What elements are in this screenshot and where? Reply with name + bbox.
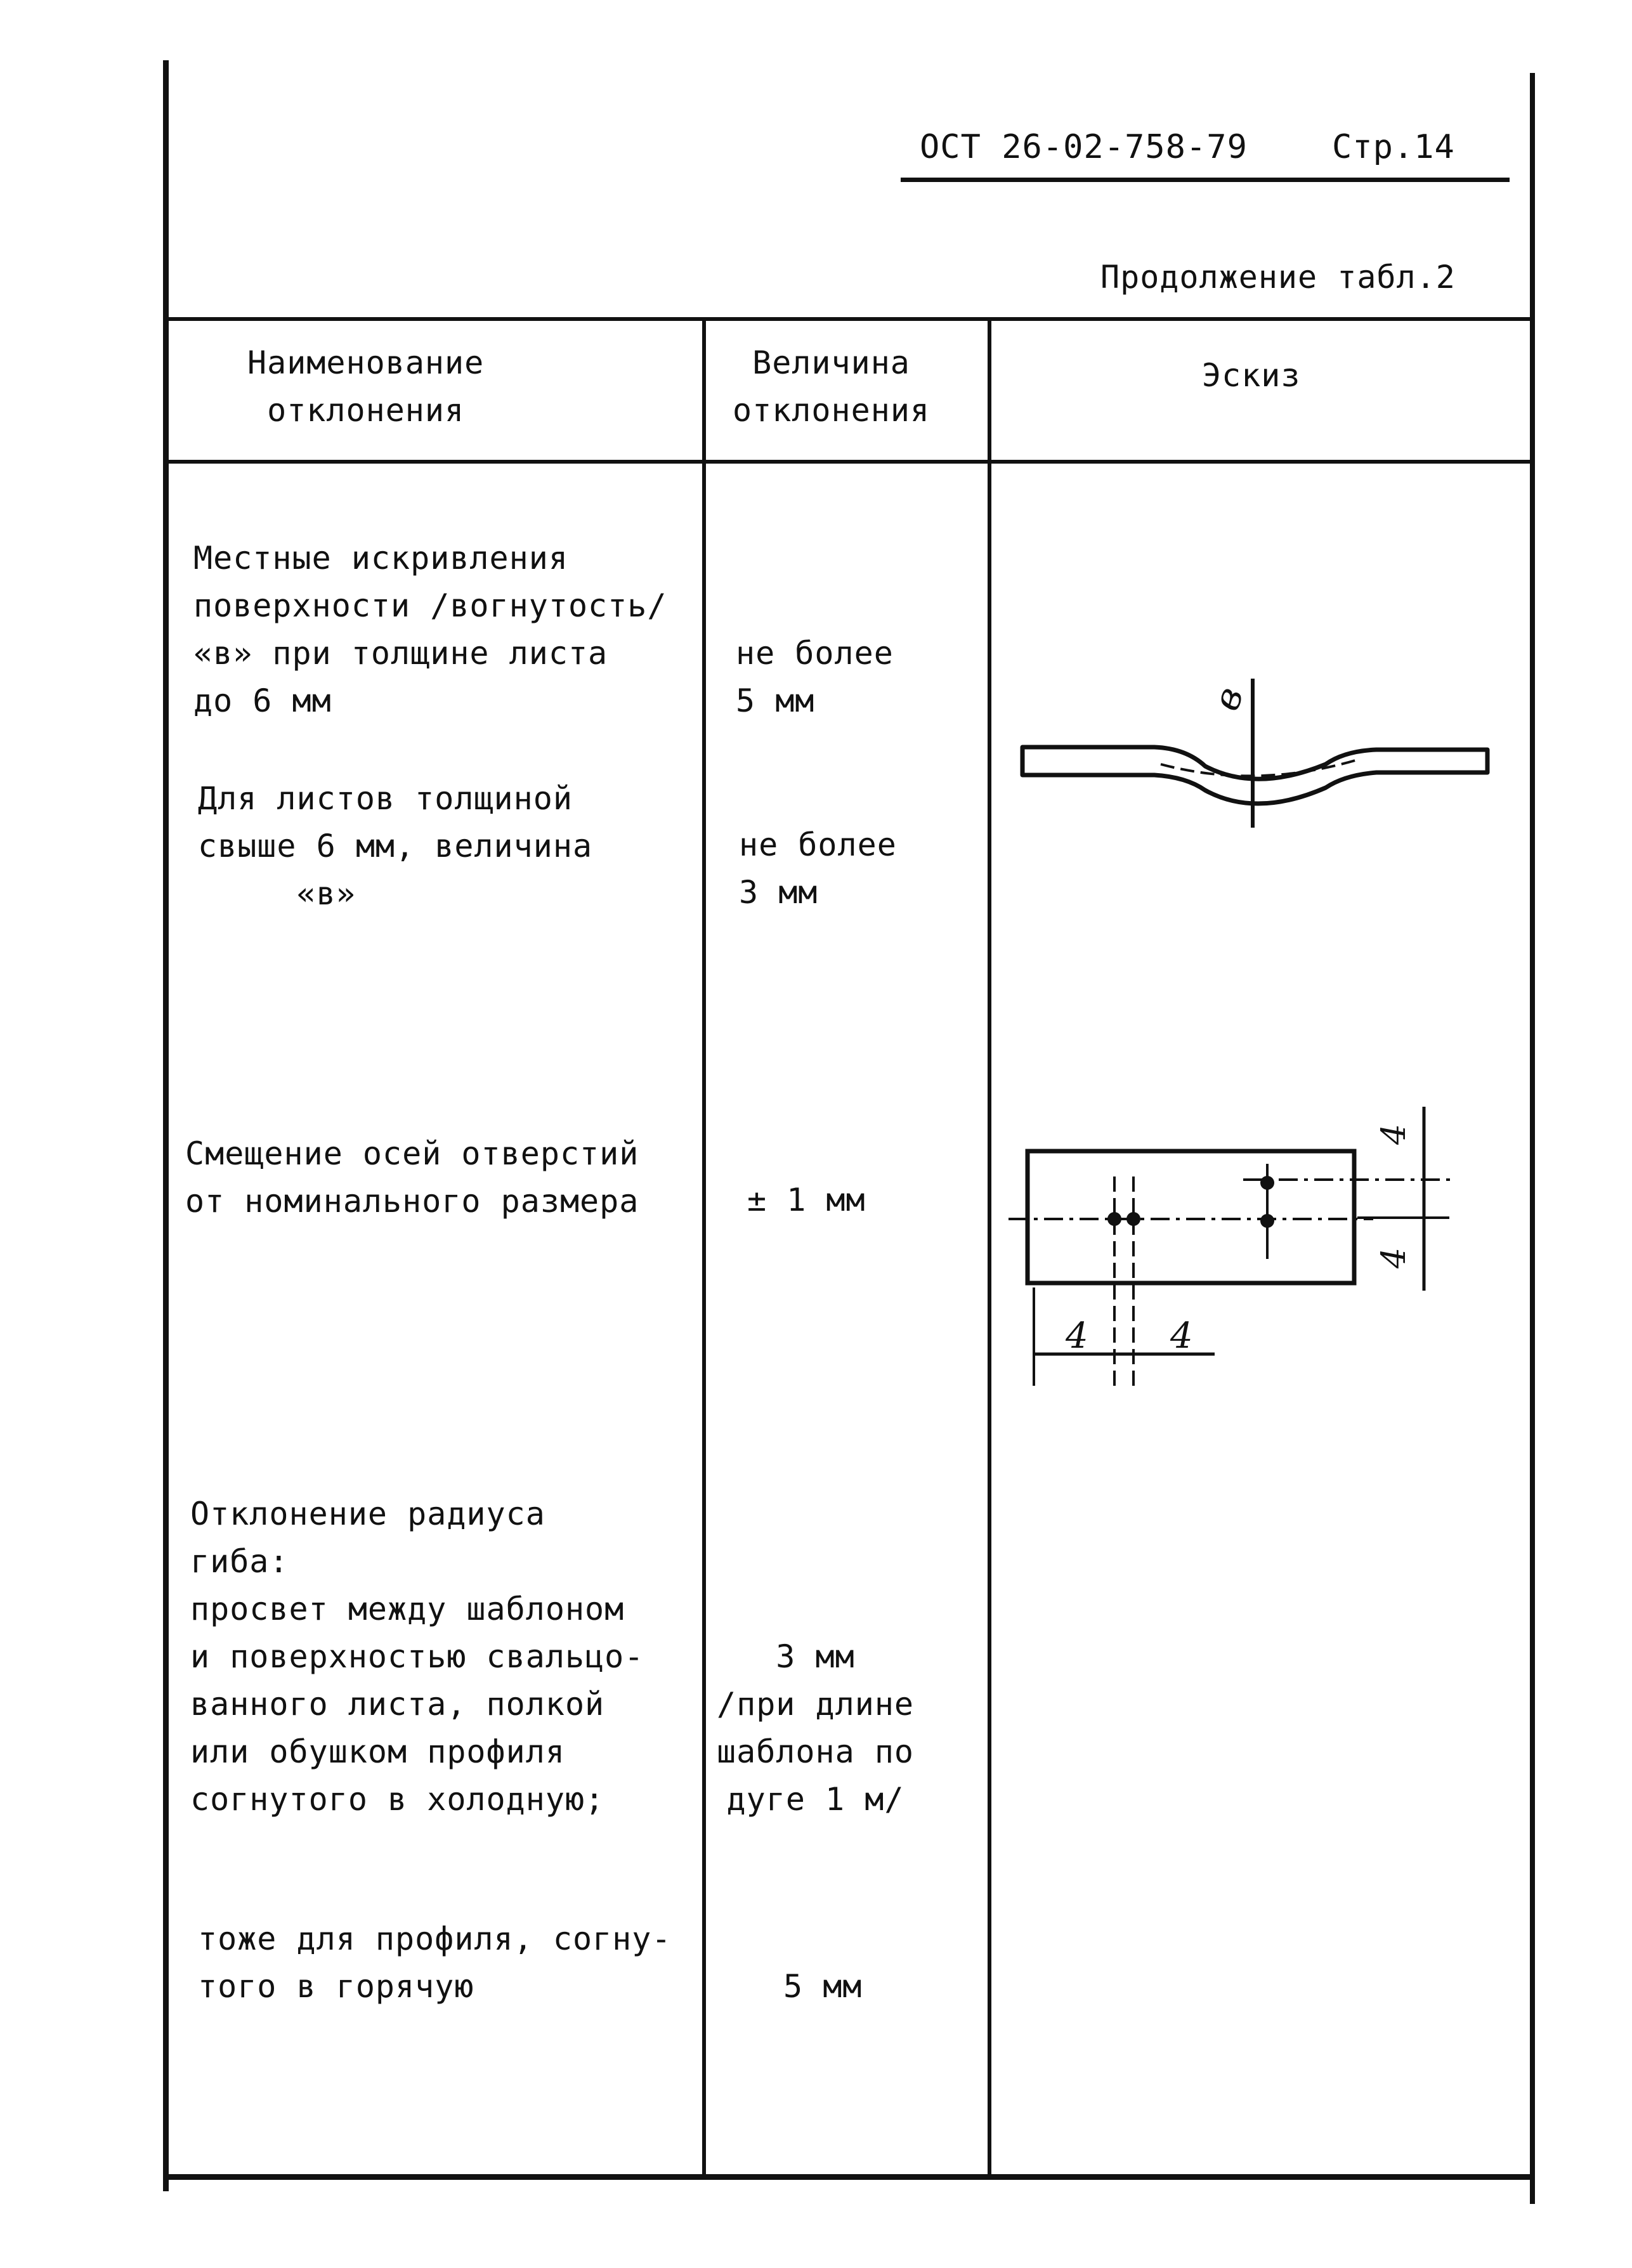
page-number: Стр.14	[1332, 128, 1455, 166]
offset-label-top: 4	[1375, 1123, 1413, 1145]
frame-right-border	[1530, 73, 1535, 2204]
offset-label-right: 4	[1170, 1315, 1193, 1357]
hole-left-2	[1126, 1212, 1140, 1226]
concavity-label: в	[1204, 681, 1252, 717]
row-value-local-curvature: не более 5 мм	[736, 635, 894, 719]
hole-left-1	[1107, 1212, 1121, 1226]
column-divider-1	[702, 317, 706, 2175]
sheet-midline	[1161, 760, 1357, 776]
hole-right-1	[1260, 1176, 1274, 1190]
frame-left-border	[163, 60, 169, 2191]
row-name-thick-sheets: Для листов толщиной свыше 6 мм, величина «в»	[198, 780, 593, 912]
hole-right-2	[1260, 1214, 1274, 1228]
frame-bottom-border	[163, 2174, 1535, 2180]
column-divider-2	[988, 317, 991, 2175]
row-value-hot-bent-profile: 5 мм	[783, 1968, 863, 2005]
row-value-hole-axis-offset: ± 1 мм	[747, 1182, 866, 1218]
table-top-border	[163, 317, 1535, 321]
table-continuation-label: Продолжение табл.2	[1100, 259, 1456, 296]
row-value-bend-radius: 3 мм /при длине шаблона по дуге 1 м/	[717, 1638, 915, 1818]
document-code: ОСТ 26-02-758-79	[920, 128, 1248, 166]
offset-label-left: 4	[1066, 1315, 1088, 1357]
header-underline	[901, 178, 1510, 182]
sheet-outline-top	[1022, 747, 1487, 804]
table-header-bottom-border	[163, 460, 1535, 464]
row-name-bend-radius: Отклонение радиуса гиба: просвет между шаблоном и поверхностью свальцо- ванного листа, полкой или обушком профиля согнутого в холодную;	[190, 1496, 644, 1818]
column-header-value: Величина отклонения	[733, 344, 930, 429]
row-name-local-curvature: Местные искривления поверхности /вогнутость/ «в» при толщине листа до 6 мм	[193, 540, 667, 719]
column-header-name: Наименование отклонения	[247, 344, 485, 429]
column-header-sketch: Эскиз	[1202, 357, 1301, 394]
row-name-hot-bent-profile: тоже для профиля, согну- того в горячую	[198, 1920, 672, 2005]
row-value-thick-sheets: не более 3 мм	[739, 826, 897, 911]
plate-outline	[1028, 1151, 1354, 1283]
offset-label-side: 4	[1375, 1247, 1413, 1268]
row-name-hole-axis-offset: Смещение осей отверстий от номинального размера	[185, 1135, 639, 1220]
